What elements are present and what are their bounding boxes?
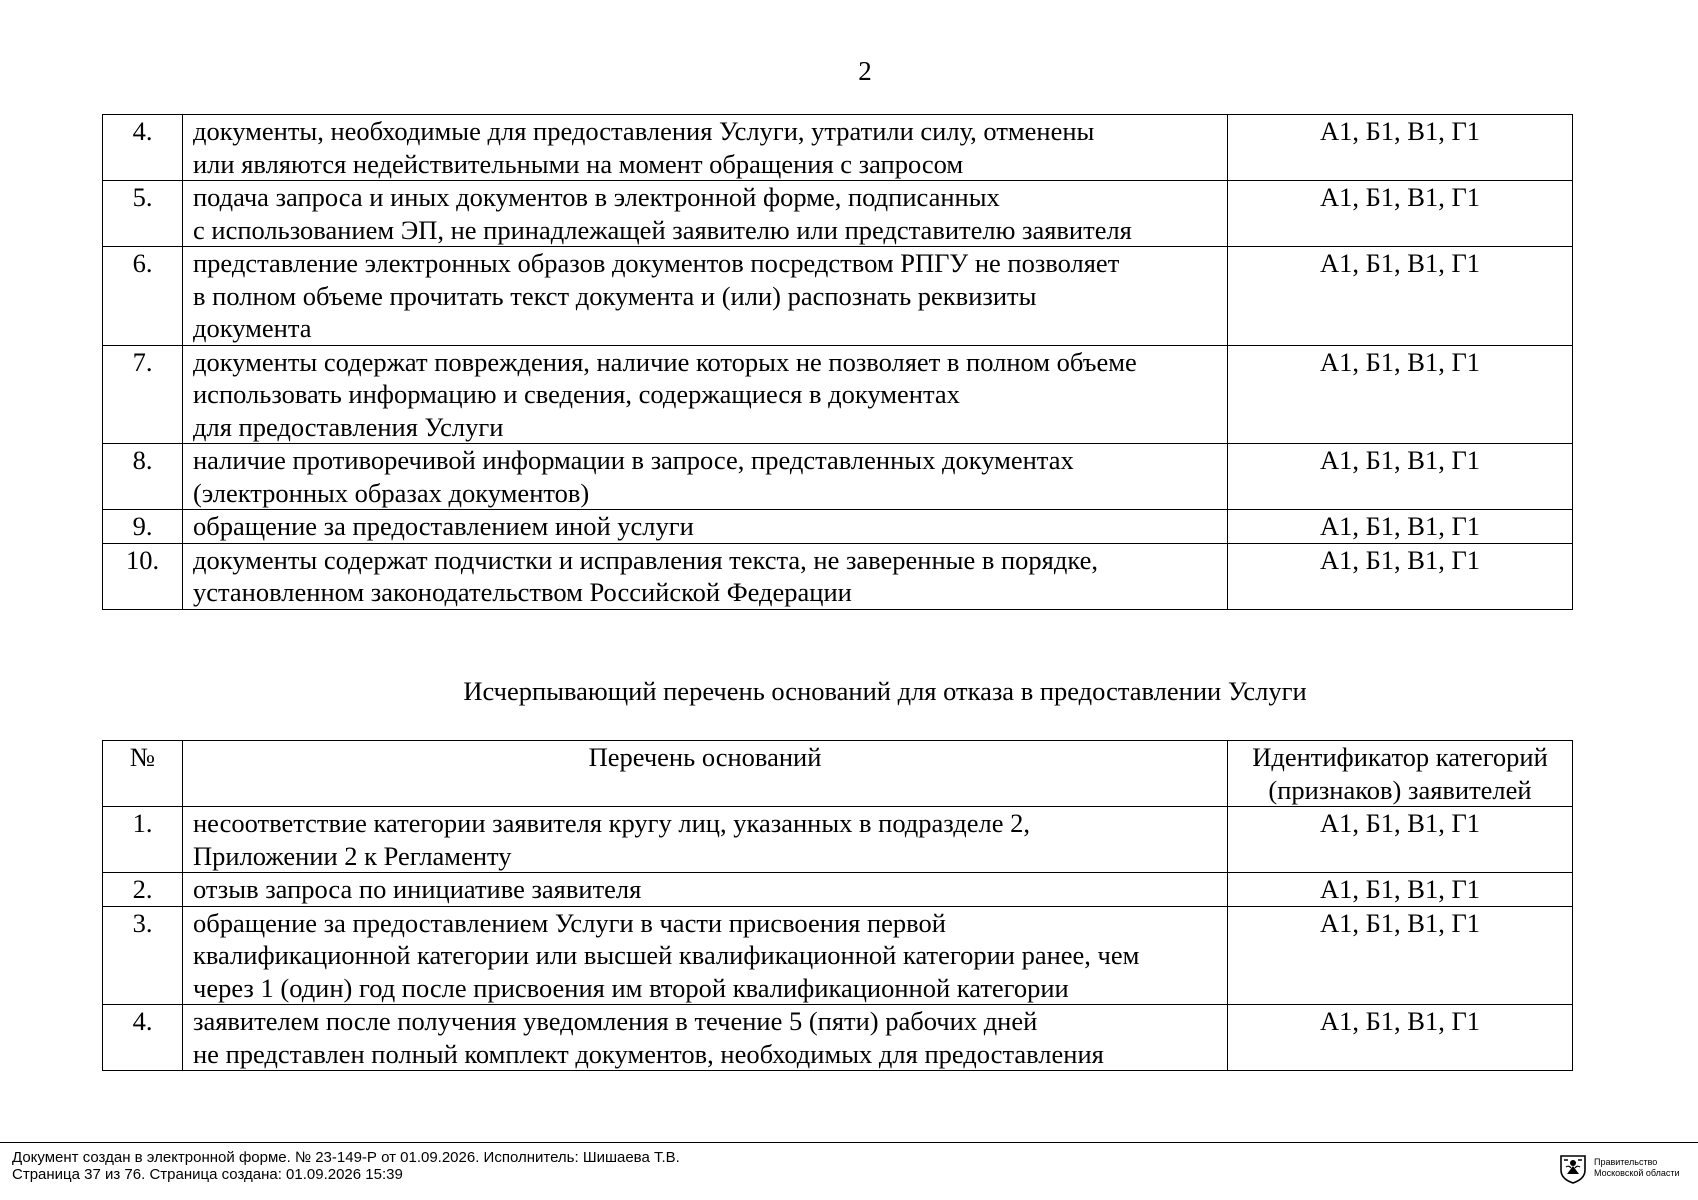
table-row bbox=[103, 543, 1573, 609]
row-number: 5. bbox=[103, 181, 183, 247]
table-row bbox=[103, 181, 1573, 247]
row-categories: А1, Б1, В1, Г1 bbox=[1228, 181, 1573, 247]
row-categories: А1, Б1, В1, Г1 bbox=[1228, 345, 1573, 444]
moscow-oblast-coat-of-arms-icon bbox=[1558, 1152, 1588, 1184]
table-row bbox=[103, 115, 1573, 181]
footer-divider bbox=[0, 1142, 1698, 1143]
table-row bbox=[103, 444, 1573, 510]
row-categories: А1, Б1, В1, Г1 bbox=[1228, 444, 1573, 510]
table-row bbox=[103, 247, 1573, 346]
row-categories: А1, Б1, В1, Г1 bbox=[1228, 906, 1573, 1005]
header-reason: Перечень оснований bbox=[183, 741, 1228, 807]
section-title: Исчерпывающий перечень оснований для отказа в предоставлении Услуги bbox=[463, 676, 1307, 706]
row-categories: А1, Б1, В1, Г1 bbox=[1228, 115, 1573, 181]
row-reason: представление электронных образов документов посредством РПГУ не позволяет в полном объеме прочитать текст документа и (или) распознать реквизиты документа bbox=[183, 247, 1228, 346]
footer-text bbox=[12, 1149, 680, 1183]
row-number: 9. bbox=[103, 510, 183, 544]
table-row bbox=[103, 510, 1573, 544]
row-number: 1. bbox=[103, 807, 183, 873]
row-number: 4. bbox=[103, 115, 183, 181]
table-row bbox=[103, 345, 1573, 444]
government-name-line2: Московской области bbox=[1594, 1168, 1680, 1178]
row-number: 4. bbox=[103, 1005, 183, 1071]
row-number: 8. bbox=[103, 444, 183, 510]
row-number: 2. bbox=[103, 873, 183, 907]
row-categories: А1, Б1, В1, Г1 bbox=[1228, 807, 1573, 873]
row-reason: несоответствие категории заявителя кругу лиц, указанных в подразделе 2, Приложении 2 к Регламенту bbox=[183, 807, 1228, 873]
row-categories: А1, Б1, В1, Г1 bbox=[1228, 543, 1573, 609]
row-number: 7. bbox=[103, 345, 183, 444]
row-number: 6. bbox=[103, 247, 183, 346]
row-reason: документы содержат подчистки и исправления текста, не заверенные в порядке, установленном законодательством Российской Федерации bbox=[183, 543, 1228, 609]
header-number: № bbox=[103, 741, 183, 807]
government-logo bbox=[1558, 1152, 1680, 1184]
table-row bbox=[103, 807, 1573, 873]
reasons-table-continued bbox=[102, 114, 1573, 610]
row-number: 10. bbox=[103, 543, 183, 609]
table-row bbox=[103, 906, 1573, 1005]
row-reason: подача запроса и иных документов в электронной форме, подписанных с использованием ЭП, не принадлежащей заявителю или представителю заявителя bbox=[183, 181, 1228, 247]
row-categories: А1, Б1, В1, Г1 bbox=[1228, 510, 1573, 544]
footer-page-info: Страница 37 из 76. Страница создана: 01.09.2026 15:39 bbox=[12, 1166, 403, 1183]
government-name-line1: Правительство bbox=[1594, 1157, 1658, 1167]
row-reason: обращение за предоставлением Услуги в части присвоения первой квалификационной категории или высшей квалификационной категории ранее, чем через 1 (один) год после присвоения им второй квалификационной категории bbox=[183, 906, 1228, 1005]
header-categories: Идентификатор категорий (признаков) заявителей bbox=[1228, 741, 1573, 807]
table-row bbox=[103, 873, 1573, 907]
row-categories: А1, Б1, В1, Г1 bbox=[1228, 873, 1573, 907]
row-reason: заявителем после получения уведомления в течение 5 (пяти) рабочих дней не представлен полный комплект документов, необходимых для предоставления bbox=[183, 1005, 1228, 1071]
row-number: 3. bbox=[103, 906, 183, 1005]
table-header-row bbox=[103, 741, 1573, 807]
row-categories: А1, Б1, В1, Г1 bbox=[1228, 247, 1573, 346]
row-reason: отзыв запроса по инициативе заявителя bbox=[183, 873, 1228, 907]
row-reason: документы содержат повреждения, наличие которых не позволяет в полном объеме использовать информацию и сведения, содержащиеся в документах для предоставления Услуги bbox=[183, 345, 1228, 444]
row-reason: обращение за предоставлением иной услуги bbox=[183, 510, 1228, 544]
row-categories: А1, Б1, В1, Г1 bbox=[1228, 1005, 1573, 1071]
page-number: 2 bbox=[858, 56, 872, 86]
government-name bbox=[1594, 1157, 1680, 1179]
table-row bbox=[103, 1005, 1573, 1071]
row-reason: документы, необходимые для предоставления Услуги, утратили силу, отменены или являются недействительными на момент обращения с запросом bbox=[183, 115, 1228, 181]
footer-document-info: Документ создан в электронной форме. № 23-149-Р от 01.09.2026. Исполнитель: Шишаева Т.В. bbox=[12, 1149, 680, 1166]
row-reason: наличие противоречивой информации в запросе, представленных документах (электронных образах документов) bbox=[183, 444, 1228, 510]
refusal-reasons-table bbox=[102, 740, 1573, 1071]
